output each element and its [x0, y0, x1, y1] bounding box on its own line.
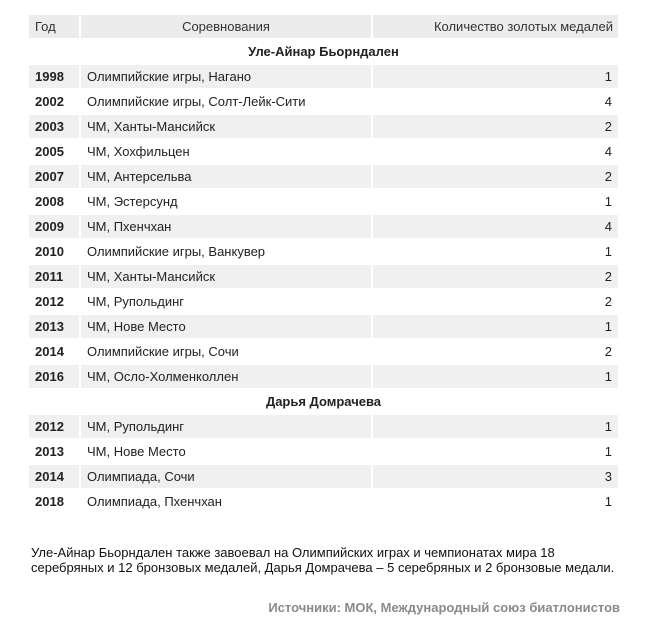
- year-cell: 2012: [29, 290, 81, 313]
- table-header: [29, 15, 618, 38]
- header-event: Соревнования: [81, 15, 373, 38]
- year-cell: 1998: [29, 65, 81, 88]
- year-cell: 2007: [29, 165, 81, 188]
- table-row: [29, 165, 618, 188]
- table-row: [29, 315, 618, 338]
- gold-count-cell: 4: [373, 90, 618, 113]
- gold-count-cell: 2: [373, 340, 618, 363]
- event-cell: Олимпийские игры, Сочи: [81, 340, 373, 363]
- header-gold-count: Количество золотых медалей: [373, 15, 618, 38]
- gold-count-cell: 2: [373, 265, 618, 288]
- table-row: [29, 290, 618, 313]
- table-row: [29, 415, 618, 438]
- header-row: [29, 15, 618, 38]
- gold-count-cell: 2: [373, 290, 618, 313]
- event-cell: Олимпиада, Пхенчхан: [81, 490, 373, 513]
- year-cell: 2011: [29, 265, 81, 288]
- event-cell: Олимпийские игры, Ванкувер: [81, 240, 373, 263]
- gold-count-cell: 4: [373, 140, 618, 163]
- table-row: [29, 440, 618, 463]
- event-cell: ЧМ, Эстерсунд: [81, 190, 373, 213]
- event-cell: Олимпийские игры, Солт-Лейк-Сити: [81, 90, 373, 113]
- event-cell: ЧМ, Нове Место: [81, 315, 373, 338]
- table-row: [29, 190, 618, 213]
- year-cell: 2005: [29, 140, 81, 163]
- athlete-name: Дарья Домрачева: [29, 390, 618, 413]
- table-row: [29, 65, 618, 88]
- gold-count-cell: 1: [373, 440, 618, 463]
- table-row: [29, 240, 618, 263]
- event-cell: Олимпиада, Сочи: [81, 465, 373, 488]
- gold-count-cell: 3: [373, 465, 618, 488]
- event-cell: ЧМ, Антерсельва: [81, 165, 373, 188]
- table-row: [29, 465, 618, 488]
- medals-table: [29, 13, 618, 515]
- gold-count-cell: 1: [373, 190, 618, 213]
- gold-count-cell: 1: [373, 365, 618, 388]
- year-cell: 2013: [29, 315, 81, 338]
- year-cell: 2003: [29, 115, 81, 138]
- table-row: [29, 115, 618, 138]
- table-row: [29, 340, 618, 363]
- year-cell: 2014: [29, 340, 81, 363]
- gold-count-cell: 1: [373, 415, 618, 438]
- table-row: [29, 490, 618, 513]
- gold-count-cell: 1: [373, 65, 618, 88]
- year-cell: 2018: [29, 490, 81, 513]
- gold-count-cell: 2: [373, 165, 618, 188]
- table-row: [29, 265, 618, 288]
- year-cell: 2008: [29, 190, 81, 213]
- gold-count-cell: 1: [373, 315, 618, 338]
- gold-count-cell: 1: [373, 240, 618, 263]
- event-cell: ЧМ, Хохфильцен: [81, 140, 373, 163]
- year-cell: 2013: [29, 440, 81, 463]
- event-cell: ЧМ, Ханты-Мансийск: [81, 115, 373, 138]
- sources-credit: Источники: МОК, Международный союз биатлонистов: [268, 600, 620, 615]
- athlete-name: Уле-Айнар Бьорндален: [29, 40, 618, 63]
- event-cell: ЧМ, Рупольдинг: [81, 290, 373, 313]
- table-row: [29, 365, 618, 388]
- table-body: [29, 40, 618, 513]
- event-cell: ЧМ, Нове Место: [81, 440, 373, 463]
- year-cell: 2002: [29, 90, 81, 113]
- event-cell: ЧМ, Осло-Холменколлен: [81, 365, 373, 388]
- year-cell: 2012: [29, 415, 81, 438]
- group-header-row: [29, 40, 618, 63]
- table-row: [29, 140, 618, 163]
- group-header-row: [29, 390, 618, 413]
- gold-count-cell: 4: [373, 215, 618, 238]
- year-cell: 2014: [29, 465, 81, 488]
- year-cell: 2010: [29, 240, 81, 263]
- gold-count-cell: 2: [373, 115, 618, 138]
- event-cell: ЧМ, Ханты-Мансийск: [81, 265, 373, 288]
- event-cell: ЧМ, Рупольдинг: [81, 415, 373, 438]
- year-cell: 2016: [29, 365, 81, 388]
- table-row: [29, 90, 618, 113]
- gold-count-cell: 1: [373, 490, 618, 513]
- event-cell: Олимпийские игры, Нагано: [81, 65, 373, 88]
- year-cell: 2009: [29, 215, 81, 238]
- event-cell: ЧМ, Пхенчхан: [81, 215, 373, 238]
- footnote: Уле-Айнар Бьорндален также завоевал на Олимпийских играх и чемпионатах мира 18 серебряных и 12 бронзовых медалей, Дарья Домрачева – 5 серебряных и 2 бронзовые медали.: [31, 545, 615, 575]
- table-row: [29, 215, 618, 238]
- header-year: Год: [29, 15, 81, 38]
